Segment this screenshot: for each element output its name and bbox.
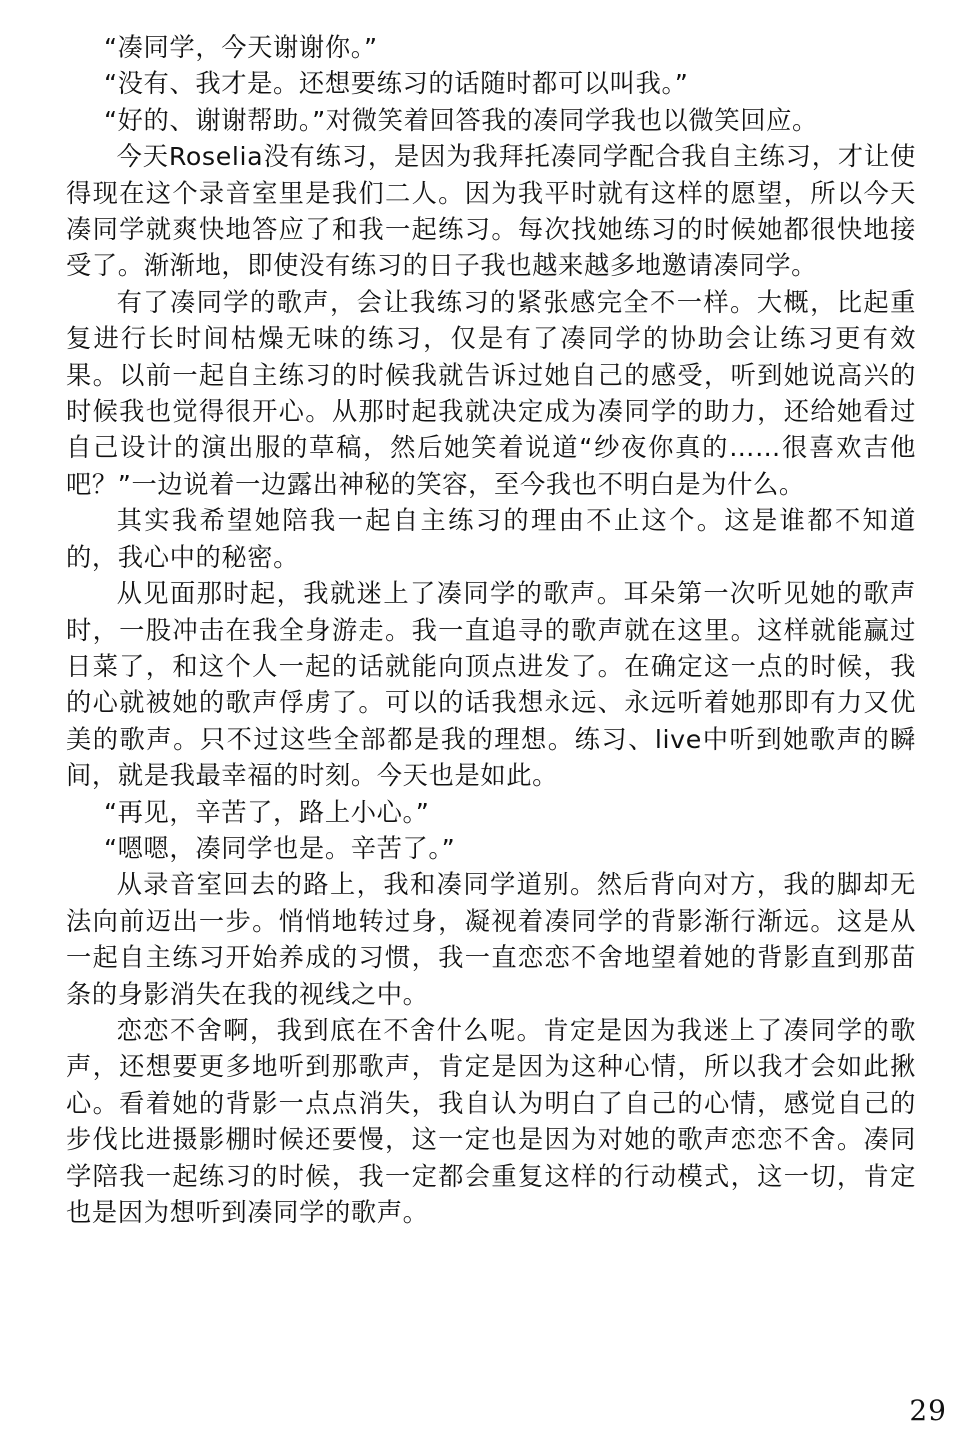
dialogue-line: “凑同学，今天谢谢你。”: [103, 33, 378, 62]
dialogue-line: “没有、我才是。还想要练习的话随时都可以叫我。”: [103, 69, 689, 99]
dialogue-line: “再见，辛苦了，路上小心。”: [103, 797, 430, 827]
paragraph: 恋恋不舍啊，我到底在不舍什么呢。肯定是因为我迷上了凑同学的歌声，还想要更多地听到那歌声，肯定是因为这种心情，所以我才会如此揪心。看着她的背影一点点消失，我自认为明白了自己的心情，感觉自己的步伐比进摄影棚时候还要慢，这一定也是因为对她的歌声恋恋不舍。凑同学陪我一起练习的时候，我一定都会重复这样的行动模式，这一切，肯定也是因为想听到凑同学的歌声。: [66, 1015, 916, 1227]
paragraph: 从见面那时起，我就迷上了凑同学的歌声。耳朵第一次听见她的歌声时，一股冲击在我全身游走。我一直追寻的歌声就在这里。这样就能赢过日菜了，和这个人一起的话就能向顶点进发了。在确定这一点的时候，我的心就被她的歌声俘虏了。可以的话我想永远、永远听着她那即有力又优美的歌声。只不过这些全部都是我的理想。练习、live中听到她歌声的瞬间，就是我最幸福的时刻。今天也是如此。: [66, 579, 916, 791]
body-text: [66, 30, 916, 1231]
page-number: 29: [909, 1394, 947, 1427]
paragraph: 其实我希望她陪我一起自主练习的理由不止这个。这是谁都不知道的，我心中的秘密。: [66, 506, 916, 572]
dialogue-line: “嗯嗯，凑同学也是。辛苦了。”: [103, 833, 456, 863]
paragraph: 从录音室回去的路上，我和凑同学道别。然后背向对方，我的脚却无法向前迈出一步。悄悄地转过身，凝视着凑同学的背影渐行渐远。这是从一起自主练习开始养成的习惯，我一直恋恋不舍地望着她的背影直到那苗条的身影消失在我的视线之中。: [66, 870, 916, 1009]
paragraph: 今天Roselia没有练习，是因为我拜托凑同学配合我自主练习，才让使得现在这个录音室里是我们二人。因为我平时就有这样的愿望，所以今天凑同学就爽快地答应了和我一起练习。每次找她练习的时候她都很快地接受了。渐渐地，即使没有练习的日子我也越来越多地邀请凑同学。: [66, 142, 916, 281]
paragraph: 有了凑同学的歌声，会让我练习的紧张感完全不一样。大概，比起重复进行长时间枯燥无味的练习，仅是有了凑同学的协助会让练习更有效果。以前一起自主练习的时候我就告诉过她自己的感受，听到她说高兴的时候我也觉得很开心。从那时起我就决定成为凑同学的助力，还给她看过自己设计的演出服的草稿，然后她笑着说道“纱夜你真的……很喜欢吉他吧？”一边说着一边露出神秘的笑容，至今我也不明白是为什么。: [66, 287, 916, 499]
dialogue-line: “好的、谢谢帮助。”对微笑着回答我的凑同学我也以微笑回应。: [103, 105, 818, 135]
